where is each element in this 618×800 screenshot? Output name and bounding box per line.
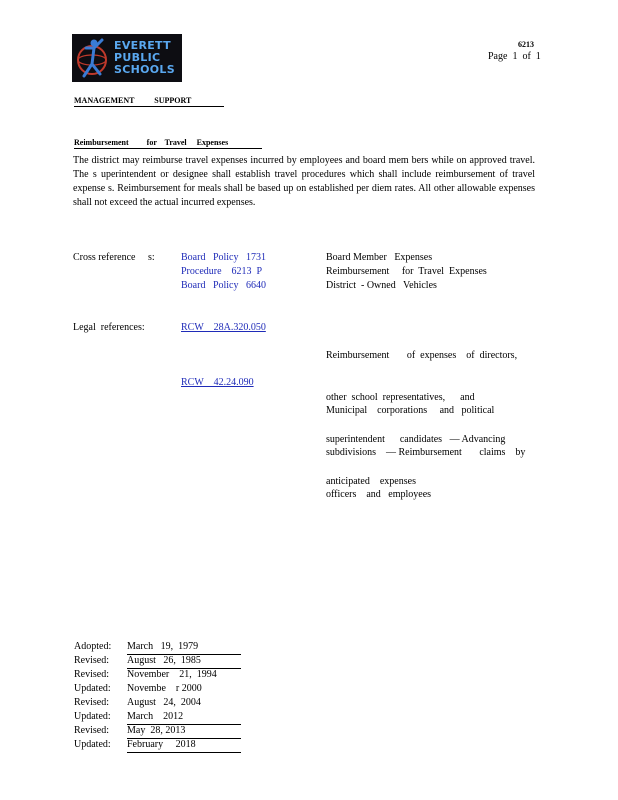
history-date: August 26, 1985 <box>127 655 201 666</box>
policy-number: 6213 <box>518 40 534 49</box>
history-row <box>74 682 202 696</box>
cross-reference-desc-3: District - Owned Vehicles <box>326 280 437 291</box>
page-indicator: Page 1 of 1 <box>488 51 541 62</box>
logo-text-line-2: PUBLIC <box>114 51 161 64</box>
title-underline <box>74 148 262 149</box>
legal-reference-desc-2 <box>326 376 525 516</box>
history-date: August 24, 2004 <box>127 697 201 708</box>
history-label: Revised: <box>74 655 109 666</box>
cross-reference-link-3[interactable]: Board Policy 6640 <box>181 280 266 291</box>
legal-reference-desc-1-line: other school representatives, and <box>326 392 475 403</box>
policy-body: The district may reimburse travel expenses incurred by employees and board mem bers while on approved travel. The s uperintendent or designee shall establish travel procedures which shall include reimbursement of travel expense s. Reimbursement for meals shall be based up on established per diem rates. All other allowable expenses shall not exceed the actual incurred expenses. <box>73 155 535 208</box>
history-label: Adopted: <box>74 641 112 652</box>
history-label: Revised: <box>74 697 109 708</box>
history-date: May 28, 2013 <box>127 725 186 736</box>
section-heading: MANAGEMENT SUPPORT <box>74 96 192 105</box>
legal-reference-desc-1-line: superintendent candidates — Advancing <box>326 434 506 445</box>
legal-reference-desc-2-line: Municipal corporations and political <box>326 405 495 416</box>
history-label: Updated: <box>74 683 111 694</box>
history-row <box>74 710 183 724</box>
globe-figure-icon <box>72 34 114 82</box>
cross-reference-link-1[interactable]: Board Policy 1731 <box>181 252 266 263</box>
history-date: February 2018 <box>127 739 196 750</box>
history-date: March 2012 <box>127 711 184 722</box>
history-date: March 19, 1979 <box>127 641 199 652</box>
history-underline <box>127 752 241 753</box>
history-row <box>74 696 201 710</box>
logo-text-line-3: SCHOOLS <box>114 63 175 76</box>
district-logo <box>72 34 182 82</box>
legal-reference-desc-1-line: anticipated expenses <box>326 476 416 487</box>
section-underline <box>74 106 224 107</box>
cross-reference-desc-1: Board Member Expenses <box>326 252 433 263</box>
cross-reference-label: Cross reference s: <box>73 252 155 263</box>
history-date: Novembe r 2000 <box>127 683 202 694</box>
history-label: Updated: <box>74 711 111 722</box>
legal-reference-link-1[interactable]: RCW 28A.320.050 <box>181 322 266 333</box>
history-label: Revised: <box>74 725 109 736</box>
cross-reference-link-2[interactable]: Procedure 6213 P <box>181 266 263 277</box>
history-label: Updated: <box>74 739 111 750</box>
legal-reference-desc-2-line: subdivisions — Reimbursement claims by <box>326 447 526 458</box>
history-label: Revised: <box>74 669 109 680</box>
history-row <box>74 668 217 682</box>
policy-title: Reimbursement for Travel Expenses <box>74 138 229 147</box>
history-row <box>74 738 196 752</box>
legal-reference-desc-1-line: Reimbursement of expenses of directors, <box>326 350 518 361</box>
logo-text-line-1: EVERETT <box>114 39 171 52</box>
legal-reference-link-2[interactable]: RCW 42.24.090 <box>181 377 254 388</box>
history-row <box>74 640 198 654</box>
cross-reference-desc-2: Reimbursement for Travel Expenses <box>326 266 487 277</box>
history-row <box>74 654 201 668</box>
legal-references-label: Legal references: <box>73 322 145 333</box>
legal-reference-desc-2-line: officers and employees <box>326 489 432 500</box>
history-date: November 21, 1994 <box>127 669 217 680</box>
history-row <box>74 724 185 738</box>
